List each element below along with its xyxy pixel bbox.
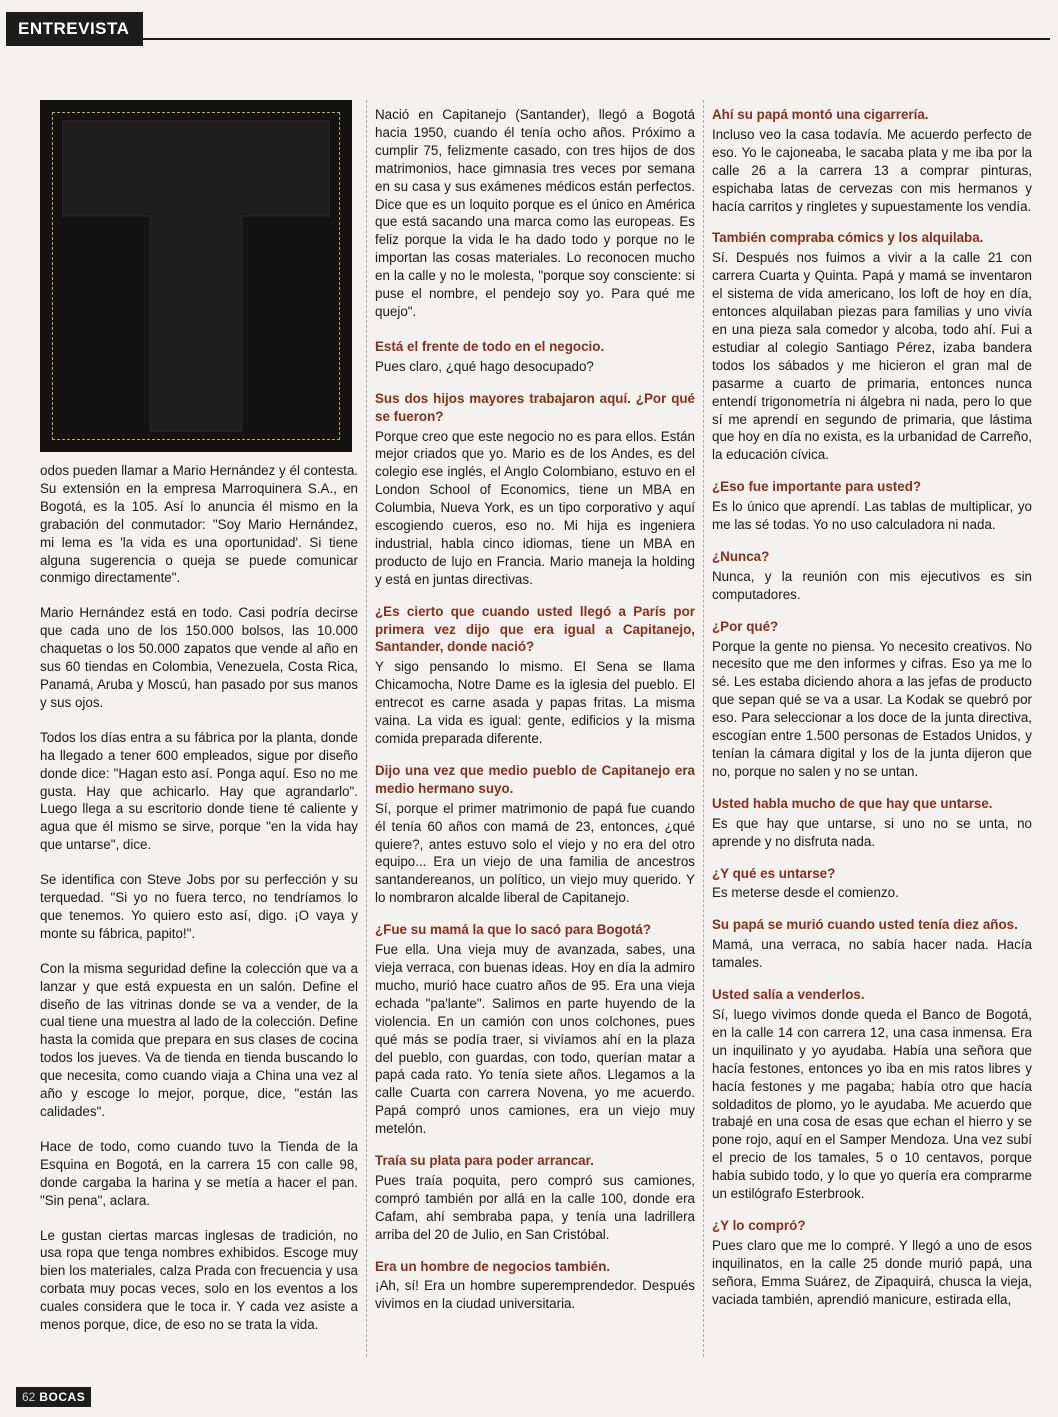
answer: Sí. Después nos fuimos a vivir a la calle 21 con carrera Cuarta y Quinta. Papá y mamá se inventaron el sistema de vida americano, los loft de hoy en día, entonces alquilaban piezas para familias y uno vivía en una pieza sala comedor y alcoba, todo ahí. Fui a estudiar al colegio Santiago Pérez, izaba bandera todos los sábados y me hicieron el gran mal de pasarme a cuarto de primaria, entonces nunca entendí trigonometría ni álgebra ni nada, pero lo que sí me aprendí en segundo de primaria, que lástima que hoy en día no exista, es la urbanidad de Carreño, la educación cívica. <box>712 250 1032 463</box>
body-paragraph: odos pueden llamar a Mario Hernández y él contesta. Su extensión en la empresa Marroquinera S.A., en Bogotá, es la 105. Así lo anuncia él mismo en la grabación del conmutador: "Soy Mario Hernández, mi lema es 'la vida es una oportunidad'. Si tiene alguna sugerencia o queja se puede comunicar conmigo directamente". <box>40 463 358 586</box>
answer: Porque la gente no piensa. Yo necesito creativos. No necesito que me den informes y cifras. Eso ya me lo sé. Les estaba diciendo ahora a las jefas de producto que sepan qué se va a usar. La Kodak se quebró por eso. Para seleccionar a los doce de la junta directiva, escogían entre 1.500 personas de Estados Unidos, y tenían la cámara digital y los de la junta dijeron que no, porque no salen y no se untan. <box>712 638 1032 779</box>
answer: Y sigo pensando lo mismo. El Sena se llama Chicamocha, Notre Dame es la iglesia del pueblo. El entrecot es carne asada y papas fritas. La misma vaina. La vida es igual: gente, edificios y la misma comida preparada diferente. <box>375 659 695 746</box>
question: ¿Fue su mamá la que lo sacó para Bogotá? <box>375 922 652 938</box>
question: Era un hombre de negocios también. <box>375 1258 611 1274</box>
question: Está el frente de todo en el negocio. <box>375 338 605 354</box>
body-paragraph: Con la misma seguridad define la colección que va a lanzar y que está expuesta en un salón. Define el diseño de las vitrinas donde se va a vender, de la cual tiene una muestra al lado de la colección. Define hasta la comida que prepara en sus clases de cocina todos los jueves. Va de tienda en tienda buscando lo que necesita, como cuando viaja a China una vez al año y escoge lo mejor, porque, dice, "están las calidades". <box>40 960 358 1119</box>
answer: Sí, porque el primer matrimonio de papá fue cuando él tenía 60 años con mamá de 23, entonces, ¿qué quiere?, antes estuvo solo el viejo y no era del otro equipo... Era un viejo de una familia de ancestros santandereanos, un político, un viejo muy querido. Y lo nombraron alcalde liberal de Capitanejo. <box>375 800 695 906</box>
question: ¿Y lo compró? <box>712 1217 806 1233</box>
answer: Porque creo que este negocio no es para ellos. Están mejor criados que yo. Mario es de los Andes, es del colegio ese inglés, el Anglo Colombiano, estuvo en el London School of Economics, tiene un MBA en Columbia, Nueva York, es un tipo corporativo y aquí escogiendo cueros, eso no. Mi hija es ingeniera industrial, habla cinco idiomas, tiene un MBA en producto de lujo en Francia. Mario maneja la holding y está en juntas directivas. <box>375 428 695 587</box>
answer: Pues traía poquita, pero compró sus camiones, compró también por allá en la calle 100, donde era Cafam, ahí sembraba papa, y tenía una ladrillera arriba del 20 de Julio, en San Cristóbal. <box>375 1172 695 1242</box>
page-number: 62 <box>22 1390 36 1404</box>
section-tag <box>6 12 143 46</box>
header-rule <box>130 38 1050 40</box>
question: Su papá se murió cuando usted tenía diez años. <box>712 917 1018 933</box>
column-divider-2 <box>703 100 704 1357</box>
answer: Nunca, y la reunión con mis ejecutivos es sin computadores. <box>712 568 1032 602</box>
question: Traía su plata para poder arrancar. <box>375 1153 594 1169</box>
body-paragraph: Se identifica con Steve Jobs por su perfección y su terquedad. "Si yo no fuera terco, no tendríamos lo que tenemos. Yo quiero esto así, digo. ¡O vaya y monte su fábrica, papito!". <box>40 872 358 941</box>
question: Ahí su papá montó una cigarrería. <box>712 107 929 122</box>
column-1 <box>40 462 358 1351</box>
question: Sus dos hijos mayores trabajaron aquí. ¿Por qué se fueron? <box>375 390 695 424</box>
question: Dijo una vez que medio pueblo de Capitanejo era medio hermano suyo. <box>375 762 695 796</box>
dropcap-box <box>40 100 352 452</box>
answer: Pues claro que me lo compré. Y llegó a uno de esos inquilinatos, en la calle 25 donde murió papá, una señora, Emma Suárez, de Zipaquirá, chusca la vieja, vaciada también, aprendió manicure, estirada ella, <box>712 1237 1032 1307</box>
answer: Fue ella. Una vieja muy de avanzada, sabes, una vieja verraca, con buenas ideas. Hoy en día la admiro mucho, murió hace cuatro años de 95. Era una vieja echada "pa'lante". Salimos en parte huyendo de la violencia. En un camión con unos colchones, pues qué más se podía traer, si vivíamos ahí en la plaza del pueblo, con guardas, con todo, querían matar a papá cada rato. Yo tenía siete años. Llegamos a la calle Cuarta con carrera Novena, yo me acuerdo. Papá compró unos camiones, era un viejo muy metelón. <box>375 942 695 1137</box>
answer: ¡Ah, sí! Era un hombre superemprendedor. Después vivimos en la ciudad universitaria. <box>375 1278 695 1312</box>
section-label: ENTREVISTA <box>18 19 130 38</box>
answer: Sí, luego vivimos donde queda el Banco de Bogotá, en la calle 14 con carrera 12, una casa inmensa. Era un inquilinato y yo ayudaba. Había una señora que hacía festones, entonces yo iba en mis ratos libres y hacía festones y me pagaba; había otro que hacía soldaditos de plomo, yo le ayudaba. Me acuerdo que trabajé en una cosa de esas que echan el hierro y se pone rojo, aquí en el Samper Mendoza. Una vez subí el precio de los tamales, 5 o 10 centavos, porque había subido todo, y lo que yo quería era comprarme un estilógrafo Esterbrook. <box>712 1006 1032 1202</box>
answer: Pues claro, ¿qué hago desocupado? <box>375 358 594 374</box>
question: ¿Es cierto que cuando usted llegó a París por primera vez dijo que era igual a Capitanejo, Santander, donde nació? <box>375 603 695 655</box>
question: Usted salía a venderlos. <box>712 987 865 1003</box>
page-folio <box>16 1387 91 1407</box>
question: ¿Eso fue importante para usted? <box>712 479 922 495</box>
dropcap-letter <box>62 120 330 432</box>
answer: Es que hay que untarse, si uno no se unta, no aprende y no disfruta nada. <box>712 815 1032 849</box>
body-paragraph: Hace de todo, como cuando tuvo la Tienda de la Esquina en Bogotá, en la carrera 15 con calle 98, donde cargaba la harina y se metía a hacer el pan. "Sin pena", aclara. <box>40 1138 358 1208</box>
question: ¿Nunca? <box>712 548 770 564</box>
column-3 <box>712 106 1032 1322</box>
answer: Es meterse desde el comienzo. <box>712 885 899 901</box>
intro-paragraph: Nació en Capitanejo (Santander), llegó a Bogotá hacia 1950, cuando él tenía ocho años. Próximo a cumplir 75, felizmente casado, con tres hijos de dos matrimonios, hace gimnasia tres veces por semana en su casa y sus exámenes médicos están perfectos. Dice que es un loquito porque es el único en América que está sacando una marca como las europeas. Es feliz porque la vida le ha dado todo y porque no le importan las cosas materiales. Lo reconocen mucho en la calle y no le molesta, "porque soy consciente: si puse el nombre, el pendejo soy yo. Para qué me quejo". <box>375 107 695 319</box>
body-paragraph: Todos los días entra a su fábrica por la planta, donde ha llegado a tener 600 empleados, sigue por diseño donde dice: "Hagan esto así. Ponga aquí. Eso no me gusta. Hay que achicarlo. Hay que agrandarlo". Luego llega a su escritorio donde tiene té caliente y agua que él mismo se sirve, porque "en la vida hay que untarse", dice. <box>40 729 358 853</box>
question: ¿Y qué es untarse? <box>712 865 836 881</box>
body-paragraph: Mario Hernández está en todo. Casi podría decirse que cada uno de los 150.000 bolsos, las 10.000 chaquetas o los 50.000 zapatos que vende al año en sus 60 tiendas en Colombia, Venezuela, Costa Rica, Panamá, Aruba y Moscú, han pasado por sus manos y sus ojos. <box>40 605 358 710</box>
answer: Es lo único que aprendí. Las tablas de multiplicar, yo me las sé todas. Yo no uso calculadora ni nada. <box>712 499 1032 533</box>
magazine-name: BOCAS <box>39 1390 86 1404</box>
question: Usted habla mucho de que hay que untarse. <box>712 795 993 811</box>
question: ¿Por qué? <box>712 618 779 634</box>
question: También compraba cómics y los alquilaba. <box>712 230 984 246</box>
column-2 <box>375 106 695 1327</box>
answer: Incluso veo la casa todavía. Me acuerdo perfecto de eso. Yo le cajoneaba, le sacaba plata y me iba por la calle 26 a la carrera 13 a comprar pinturas, espichaba latas de cervezas con mis hermanos y hacía carritos y ringletes y supuestamente los vendía. <box>712 126 1032 214</box>
body-paragraph: Le gustan ciertas marcas inglesas de tradición, no usa ropa que tenga nombres exhibidos. Escoge muy bien los materiales, calza Prada con frecuencia y usa corbata muy pocas veces, solo en los eventos a los cuales considera que le toca ir. Y cada vez asiste a menos porque, dice, de eso no se trata la vida. <box>40 1227 358 1333</box>
answer: Mamá, una verraca, no sabía hacer nada. Hacía tamales. <box>712 937 1032 971</box>
column-divider-1 <box>366 100 367 1357</box>
